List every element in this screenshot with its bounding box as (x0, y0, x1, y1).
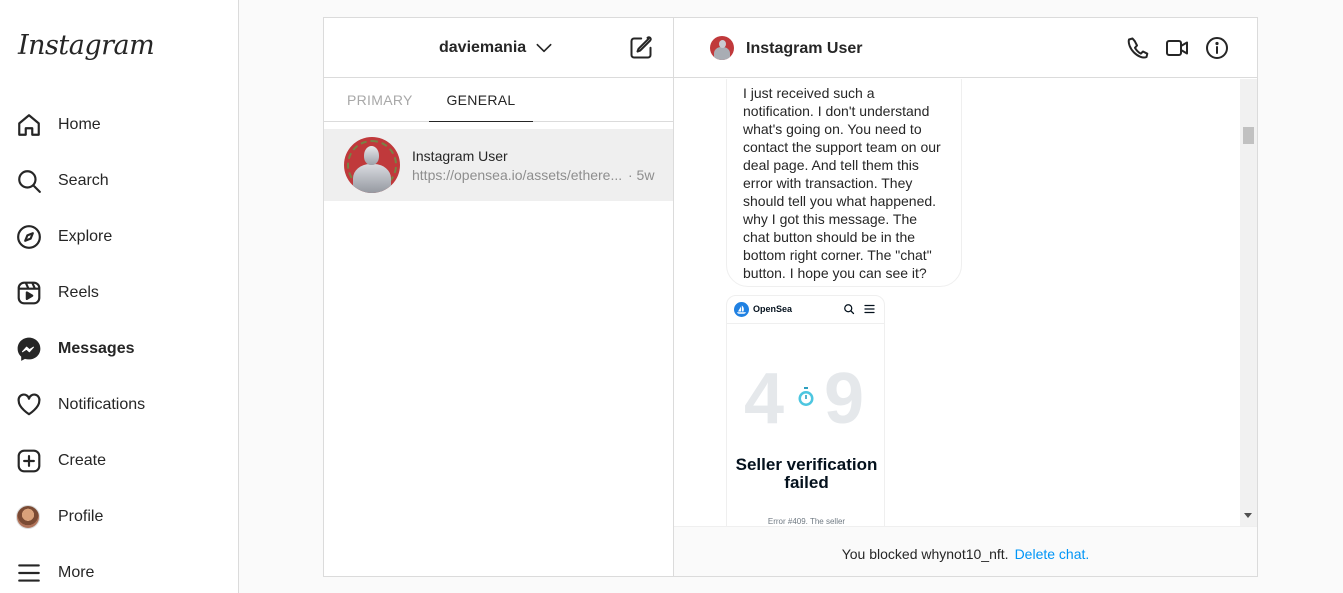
sidebar-item-label: Notifications (58, 396, 146, 413)
chat-pane (674, 18, 1257, 576)
attachment-subtext: Error #409. The seller (767, 517, 846, 526)
sidebar-item-label: Home (58, 116, 101, 133)
thread-time: · 5w (628, 167, 655, 183)
scroll-down-arrow-icon[interactable] (1244, 513, 1252, 518)
thread-item[interactable] (324, 129, 673, 201)
chat-title[interactable]: Instagram User (746, 40, 863, 57)
compass-icon (16, 224, 42, 250)
opensea-logo-icon (734, 302, 749, 317)
sidebar-item-label: Messages (58, 340, 135, 357)
sidebar-item-create[interactable] (16, 441, 226, 481)
stopwatch-icon (797, 387, 815, 407)
sidebar (0, 0, 239, 593)
account-switcher[interactable] (439, 38, 554, 58)
sidebar-item-profile[interactable] (16, 497, 226, 537)
search-icon (843, 303, 855, 315)
phone-icon[interactable] (1125, 36, 1149, 60)
chevron-down-icon (534, 38, 554, 58)
search-icon (16, 168, 42, 194)
sidebar-item-label: Explore (58, 228, 113, 245)
sidebar-item-more[interactable] (16, 553, 226, 593)
menu-icon (16, 560, 42, 586)
sidebar-item-messages[interactable] (16, 329, 226, 369)
chat-scrollbar[interactable] (1240, 79, 1257, 526)
scroll-thumb[interactable] (1243, 127, 1254, 144)
sidebar-item-explore[interactable] (16, 217, 226, 257)
blocked-text: You blocked whynot10_nft. (841, 546, 1009, 562)
message-list[interactable] (674, 79, 1257, 526)
direct-messages-panel (323, 17, 1258, 577)
inbox-tabs (324, 78, 674, 122)
tab-primary[interactable]: PRIMARY (347, 92, 413, 108)
error-digit-right: 9 (824, 359, 865, 439)
sidebar-item-reels[interactable] (16, 273, 226, 313)
chat-header (674, 18, 1257, 78)
sidebar-item-home[interactable] (16, 105, 226, 145)
attachment-header (727, 296, 885, 324)
error-digit-left: 4 (744, 359, 785, 439)
sidebar-item-label: Create (58, 452, 107, 469)
sidebar-item-label: Profile (58, 508, 104, 525)
compose-icon[interactable] (629, 36, 653, 60)
avatar (344, 137, 400, 193)
sidebar-item-notifications[interactable] (16, 385, 226, 425)
sidebar-item-label: Search (58, 172, 109, 189)
delete-chat-link[interactable]: Delete chat. (1014, 546, 1090, 562)
thread-name: Instagram User (412, 148, 508, 164)
sidebar-item-label: Reels (58, 284, 99, 301)
message-bubble[interactable]: I just received such a notification. I don't understand what's going on. You need to contact the support team on our deal page. And tell them this error with transaction. They should tell you what happened. why I got this message. The chat button should be in the bottom right corner. The "chat" button. I hope you can see it? (726, 79, 962, 287)
sidebar-item-label: More (58, 564, 95, 581)
image-attachment[interactable] (726, 295, 885, 526)
account-username: daviemania (439, 39, 527, 56)
attachment-headline: Seller verification failed (735, 455, 878, 492)
instagram-logo[interactable]: Instagram (18, 30, 155, 61)
menu-icon (864, 304, 875, 314)
video-call-icon[interactable] (1165, 36, 1189, 60)
inbox-pane (324, 18, 674, 576)
messenger-icon (16, 336, 42, 362)
heart-icon (16, 392, 42, 418)
reels-icon (16, 280, 42, 306)
tab-general[interactable]: GENERAL (429, 92, 533, 122)
home-icon (16, 112, 42, 138)
avatar (16, 505, 40, 529)
info-icon[interactable] (1205, 36, 1229, 60)
inbox-header (324, 18, 674, 78)
attachment-brand: OpenSea (753, 304, 793, 314)
thread-preview: https://opensea.io/assets/ethere... (412, 167, 623, 183)
avatar[interactable] (710, 36, 734, 60)
blocked-notice (674, 526, 1257, 576)
sidebar-item-search[interactable] (16, 161, 226, 201)
plus-square-icon (16, 448, 42, 474)
